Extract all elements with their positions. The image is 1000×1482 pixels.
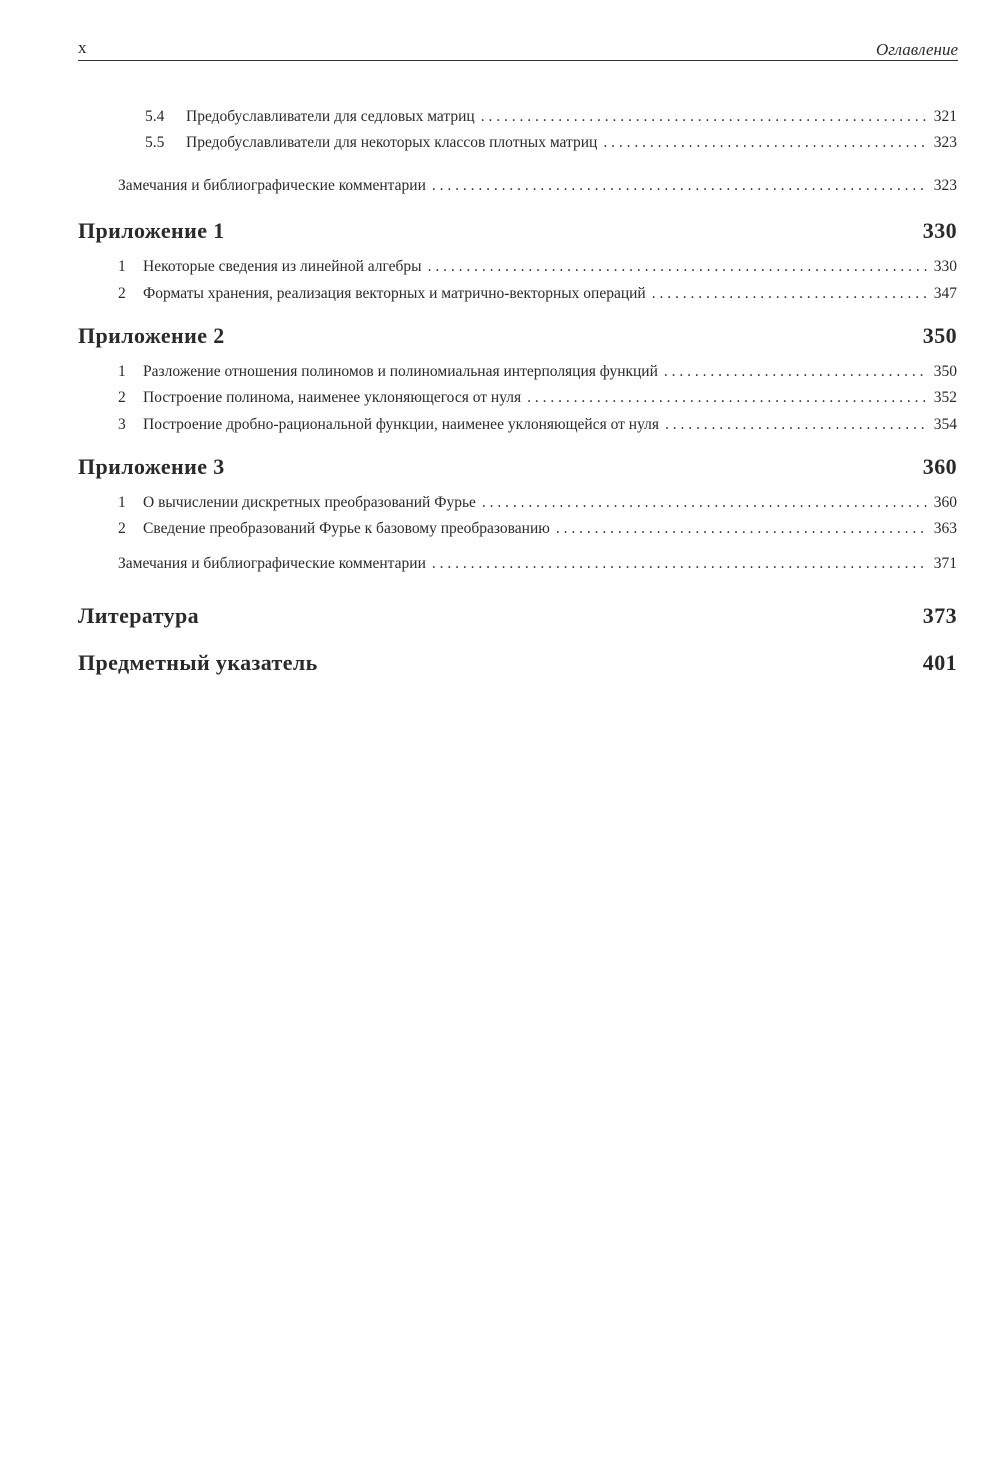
toc-entry-number: 2: [118, 520, 126, 537]
toc-heading-appendix-2: [78, 323, 957, 349]
toc-leader-dots: [432, 177, 928, 195]
toc-entry-number: 5.4: [145, 108, 165, 125]
toc-entry-5-5: [145, 134, 957, 152]
toc-leader-dots: [603, 134, 927, 152]
toc-entry-title: Построение полинома, наименее уклоняющегося от нуля: [143, 389, 522, 406]
toc-entry-title: Некоторые сведения из линейной алгебры: [143, 258, 422, 275]
toc-heading-page: 350: [922, 323, 957, 348]
toc-entry-number: 2: [118, 285, 126, 302]
toc-entry-page: 354: [933, 416, 957, 433]
toc-heading-page: 360: [922, 454, 957, 479]
toc-entry-page: 330: [933, 258, 957, 275]
toc-entry-number: 5.5: [145, 134, 165, 151]
toc-entry-app1-1: [118, 258, 957, 276]
toc-leader-dots: [665, 416, 928, 434]
toc-entry-app2-1: [118, 363, 957, 381]
toc-entry-number: 1: [118, 494, 126, 511]
toc-entry-page: 352: [933, 389, 957, 406]
toc-heading-page: 373: [922, 603, 957, 628]
toc-leader-dots: [556, 520, 928, 538]
toc-heading-appendix-3: [78, 454, 957, 480]
toc-entry-title: Форматы хранения, реализация векторных и матрично-векторных операций: [143, 285, 646, 302]
toc-entry-number: 1: [118, 363, 126, 380]
toc-leader-dots: [664, 363, 928, 381]
toc-entry-page: 350: [933, 363, 957, 380]
toc-entry-title: Предобуславливатели для некоторых классов плотных матриц: [186, 134, 598, 151]
toc-heading-literature: [78, 603, 957, 629]
toc-heading-page: 401: [922, 650, 957, 675]
toc-leader-dots: [652, 285, 928, 303]
toc-entry-number: 1: [118, 258, 126, 275]
toc-heading-title: Приложение 2: [78, 323, 225, 348]
toc-heading-appendix-1: [78, 218, 957, 244]
toc-entry-page: 323: [933, 134, 957, 151]
toc-entry-app3-2: [118, 520, 957, 538]
toc-entry-app2-2: [118, 389, 957, 407]
toc-entry-app3-1: [118, 494, 957, 512]
toc-entry-page: 371: [933, 555, 957, 572]
toc-entry-title: О вычислении дискретных преобразований Фурье: [143, 494, 476, 511]
toc-entry-title: Построение дробно-рациональной функции, наименее уклоняющейся от нуля: [143, 416, 660, 433]
toc-entry-app1-2: [118, 285, 957, 303]
toc-entry-title: Замечания и библиографические комментарии: [118, 555, 426, 572]
toc-heading-title: Предметный указатель: [78, 650, 318, 675]
toc-entry-5-4: [145, 108, 957, 126]
toc-entry-title: Сведение преобразований Фурье к базовому преобразованию: [143, 520, 550, 537]
page-header: [78, 36, 958, 61]
toc-leader-dots: [432, 555, 928, 573]
toc-entry-page: 363: [933, 520, 957, 537]
toc-entry-number: 2: [118, 389, 126, 406]
toc-heading-title: Приложение 1: [78, 218, 225, 243]
toc-heading-title: Приложение 3: [78, 454, 225, 479]
toc-leader-dots: [482, 494, 928, 512]
toc-entry-number: 3: [118, 416, 126, 433]
toc-entry-page: 323: [933, 177, 957, 194]
toc-entry-app2-3: [118, 416, 957, 434]
toc-heading-page: 330: [922, 218, 957, 243]
toc-leader-dots: [527, 389, 928, 407]
toc-entry-page: 321: [933, 108, 957, 125]
page: [78, 36, 958, 675]
toc-entry-title: Разложение отношения полиномов и полиномиальная интерполяция функций: [143, 363, 658, 380]
page-folio: x: [78, 38, 87, 57]
toc-heading-title: Литература: [78, 603, 200, 628]
toc-entry-notes-2: [118, 555, 957, 573]
running-title: Оглавление: [875, 40, 958, 59]
toc-entry-page: 347: [933, 285, 957, 302]
toc-leader-dots: [481, 108, 928, 126]
toc-entry-title: Замечания и библиографические комментарии: [118, 177, 426, 194]
toc-heading-index: [78, 650, 957, 676]
toc-entry-title: Предобуславливатели для седловых матриц: [186, 108, 475, 125]
toc-leader-dots: [428, 258, 928, 276]
toc-entry-notes-1: [118, 177, 957, 195]
toc-entry-page: 360: [933, 494, 957, 511]
